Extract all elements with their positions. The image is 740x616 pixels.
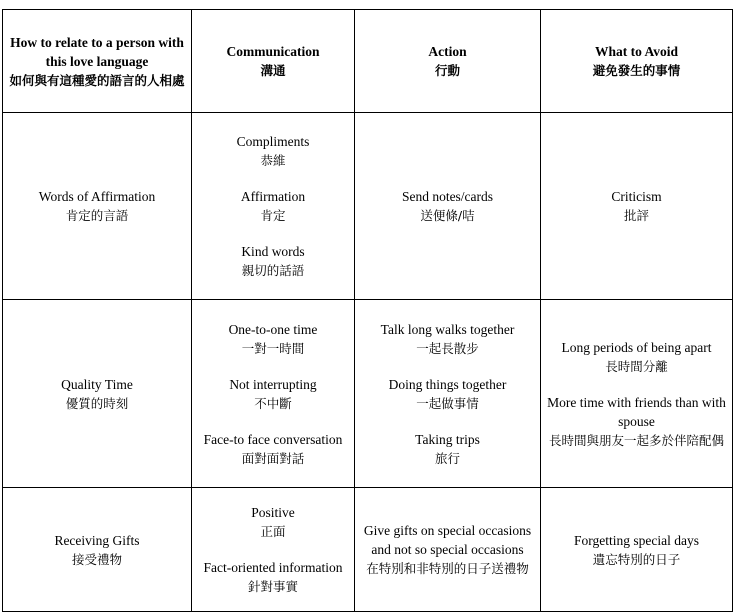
list-item <box>357 320 538 358</box>
list-item <box>357 187 538 225</box>
header-action-zh: 行動 <box>434 63 460 78</box>
row-label <box>3 300 192 488</box>
item-en: More time with friends than with spouse <box>547 394 726 429</box>
list-item <box>543 187 730 225</box>
list-item <box>543 338 730 376</box>
item-zh: 批評 <box>623 208 649 223</box>
list-item <box>543 393 730 450</box>
avoid-cell <box>541 300 733 488</box>
item-en: One-to-one time <box>228 321 318 337</box>
item-zh: 不中斷 <box>254 395 292 411</box>
communication-cell <box>192 488 355 612</box>
table-row <box>3 488 733 612</box>
item-zh: 一起長散步 <box>416 340 479 356</box>
item-en: Forgetting special days <box>574 532 699 548</box>
table-row <box>3 113 733 300</box>
row-label-zh: 接受禮物 <box>71 551 122 567</box>
header-relate <box>3 10 192 113</box>
list-item <box>194 375 352 413</box>
header-action <box>355 10 541 113</box>
item-en: Give gifts on special occasions and not so special occasions <box>363 523 532 557</box>
item-en: Talk long walks together <box>380 321 515 337</box>
header-communication-zh: 溝通 <box>260 63 286 78</box>
item-zh: 面對面對話 <box>241 450 305 466</box>
communication-cell <box>192 113 355 300</box>
list-item <box>357 375 538 413</box>
header-row <box>3 10 733 113</box>
header-avoid-en: What to Avoid <box>594 44 678 59</box>
item-en: Not interrupting <box>229 376 317 392</box>
item-zh: 旅行 <box>434 450 460 466</box>
list-item <box>194 132 352 170</box>
list-item <box>357 430 538 468</box>
list-item <box>194 430 352 468</box>
item-zh: 長時間分離 <box>605 358 668 374</box>
item-en: Fact-oriented information <box>203 560 343 575</box>
item-zh: 遺忘特別的日子 <box>592 551 681 567</box>
table-row <box>3 300 733 488</box>
avoid-cell <box>541 488 733 612</box>
list-item <box>194 187 352 225</box>
item-zh: 一對一時間 <box>241 340 305 356</box>
row-label-zh: 優質的時刻 <box>65 395 129 411</box>
list-item <box>543 531 730 569</box>
item-en: Compliments <box>236 134 310 149</box>
header-avoid-zh: 避免發生的事情 <box>592 63 681 78</box>
row-label-zh: 肯定的言語 <box>65 208 129 223</box>
header-action-en: Action <box>428 44 467 59</box>
item-zh: 肯定 <box>260 208 286 223</box>
header-relate-en: How to relate to a person with this love language <box>10 34 184 69</box>
communication-cell <box>192 300 355 488</box>
header-communication-en: Communication <box>226 44 320 59</box>
header-avoid <box>541 10 733 113</box>
action-cell <box>355 113 541 300</box>
item-zh: 針對事實 <box>247 579 298 594</box>
item-zh: 恭維 <box>260 153 286 168</box>
list-item <box>357 521 538 578</box>
list-item <box>194 242 352 280</box>
header-relate-zh: 如何與有這種愛的語言的人相處 <box>9 72 185 88</box>
list-item <box>194 320 352 358</box>
item-en: Long periods of being apart <box>561 339 712 355</box>
item-en: Criticism <box>611 189 662 204</box>
item-en: Send notes/cards <box>401 189 494 204</box>
list-item <box>194 503 352 541</box>
item-zh: 在特別和非特別的日子送禮物 <box>366 561 529 576</box>
row-label-en: Quality Time <box>61 376 133 392</box>
list-item <box>194 558 352 596</box>
avoid-cell <box>541 113 733 300</box>
item-zh: 親切的話語 <box>241 263 305 278</box>
item-en: Doing things together <box>388 376 507 392</box>
item-en: Affirmation <box>240 189 306 204</box>
item-en: Kind words <box>241 244 305 259</box>
item-zh: 長時間與朋友一起多於伴陪配偶 <box>548 432 724 448</box>
row-label <box>3 113 192 300</box>
item-zh: 一起做事情 <box>416 395 479 411</box>
item-zh: 正面 <box>260 524 286 539</box>
action-cell <box>355 488 541 612</box>
item-en: Positive <box>251 505 295 520</box>
row-label-en: Receiving Gifts <box>54 532 140 548</box>
item-en: Face-to face conversation <box>203 431 343 447</box>
item-en: Taking trips <box>415 431 480 447</box>
header-communication <box>192 10 355 113</box>
item-zh: 送便條/咭 <box>420 208 475 223</box>
love-language-table <box>2 9 733 612</box>
action-cell <box>355 300 541 488</box>
row-label-en: Words of Affirmation <box>38 189 156 204</box>
row-label <box>3 488 192 612</box>
